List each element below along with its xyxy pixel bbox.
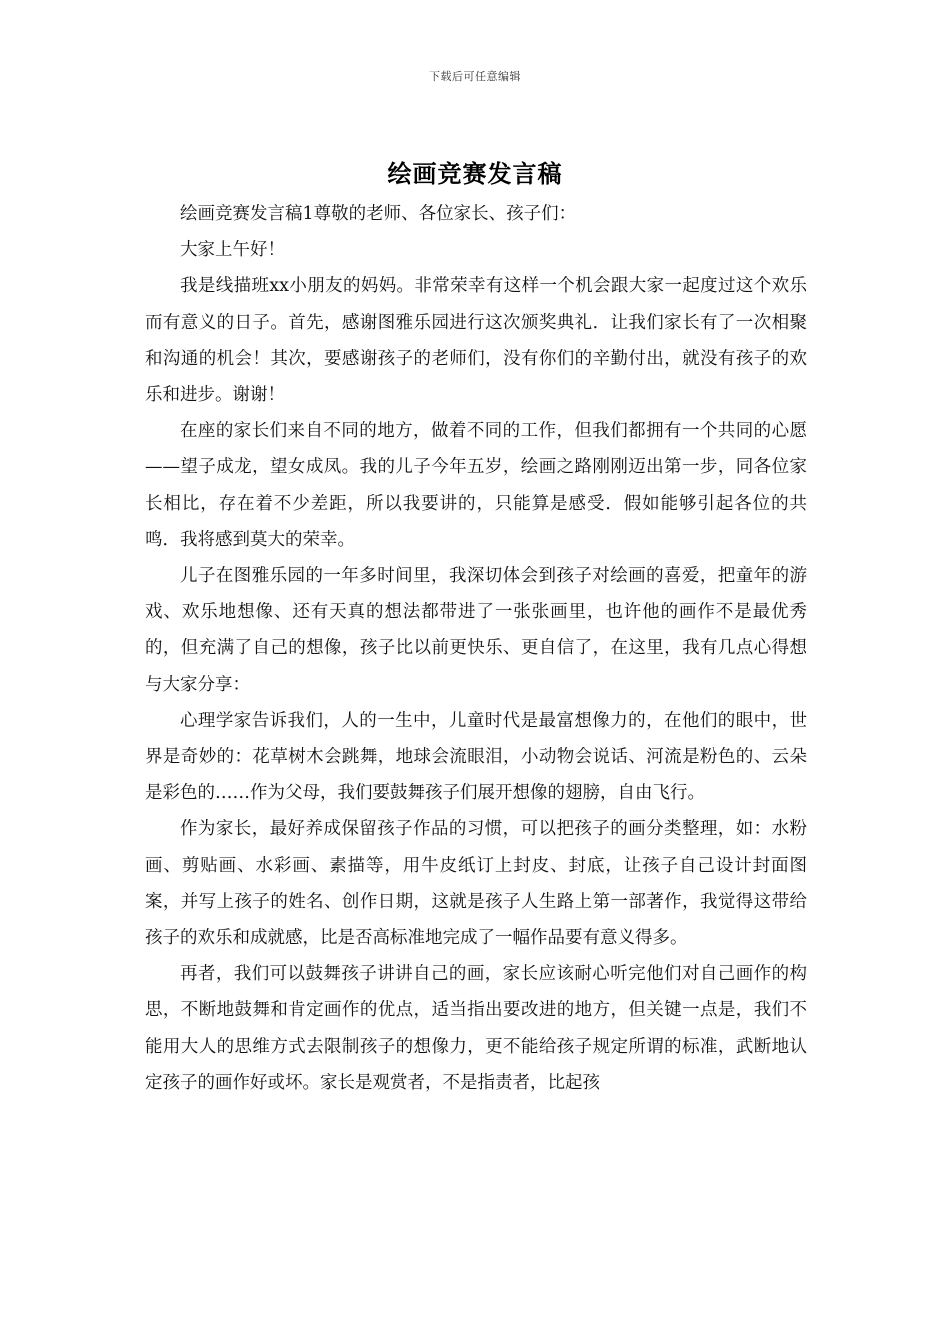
paragraph-encourage-talk: 再者，我们可以鼓舞孩子讲讲自己的画，家长应该耐心听完他们对自己画作的构思，不断地鼓舞和肯定画作的优点，适当指出要改进的地方，但关键一点是，我们不能用大人的思维方式去限制孩子的想像力，更不能给孩子规定所谓的标准，武断地认定孩子的画作好或坏。家长是观赏者，不是指责者，比起孩 — [145, 964, 807, 1093]
paragraph-introduction: 我是线描班xx小朋友的妈妈。非常荣幸有这样一个机会跟大家一起度过这个欢乐而有意义的日子。首先，感谢图雅乐园进行这次颁奖典礼．让我们家长有了一次相聚和沟通的机会！其次，要感谢孩子的老师们，没有你们的辛勤付出，就没有孩子的欢乐和进步。谢谢！ — [145, 276, 807, 406]
document-title: 绘画竞赛发言稿 — [387, 159, 563, 188]
document-body — [145, 196, 807, 1101]
header-note: 下载后可任意编辑 — [429, 70, 521, 83]
paragraph-imagination: 心理学家告诉我们，人的一生中，儿童时代是最富想像力的，在他们的眼中，世界是奇妙的：花草树木会跳舞，地球会流眼泪，小动物会说话、河流是粉色的、云朵是彩色的……作为父母，我们要鼓舞孩子们展开想像的翅膀，自由飞行。 — [145, 710, 807, 804]
paragraph-salutation: 大家上午好！ — [180, 240, 285, 261]
paragraph-experience: 儿子在图雅乐园的一年多时间里，我深切体会到孩子对绘画的喜爱，把童年的游戏、欢乐地想像、还有天真的想法都带进了一张张画里，也许他的画作不是最优秀的，但充满了自己的想像，孩子比以前更快乐、更自信了，在这里，我有几点心得想与大家分享： — [145, 566, 807, 695]
paragraph-greeting: 绘画竞赛发言稿1尊敬的老师、各位家长、孩子们： — [180, 204, 577, 224]
paragraph-keep-artworks: 作为家长，最好养成保留孩子作品的习惯，可以把孩子的画分类整理，如：水粉画、剪贴画、水彩画、素描等，用牛皮纸订上封皮、封底，让孩子自己设计封面图案，并写上孩子的姓名、创作日期，这就是孩子人生路上第一部著作，我觉得这带给孩子的欢乐和成就感，比是否高标准地完成了一幅作品要有意义得多。 — [145, 819, 807, 949]
paragraph-shared-wish: 在座的家长们来自不同的地方，做着不同的工作，但我们都拥有一个共同的心愿——望子成龙，望女成凤。我的儿子今年五岁，绘画之路刚刚迈出第一步，同各位家长相比，存在着不少差距，所以我要讲的，只能算是感受．假如能够引起各位的共鸣．我将感到莫大的荣幸。 — [145, 421, 807, 550]
